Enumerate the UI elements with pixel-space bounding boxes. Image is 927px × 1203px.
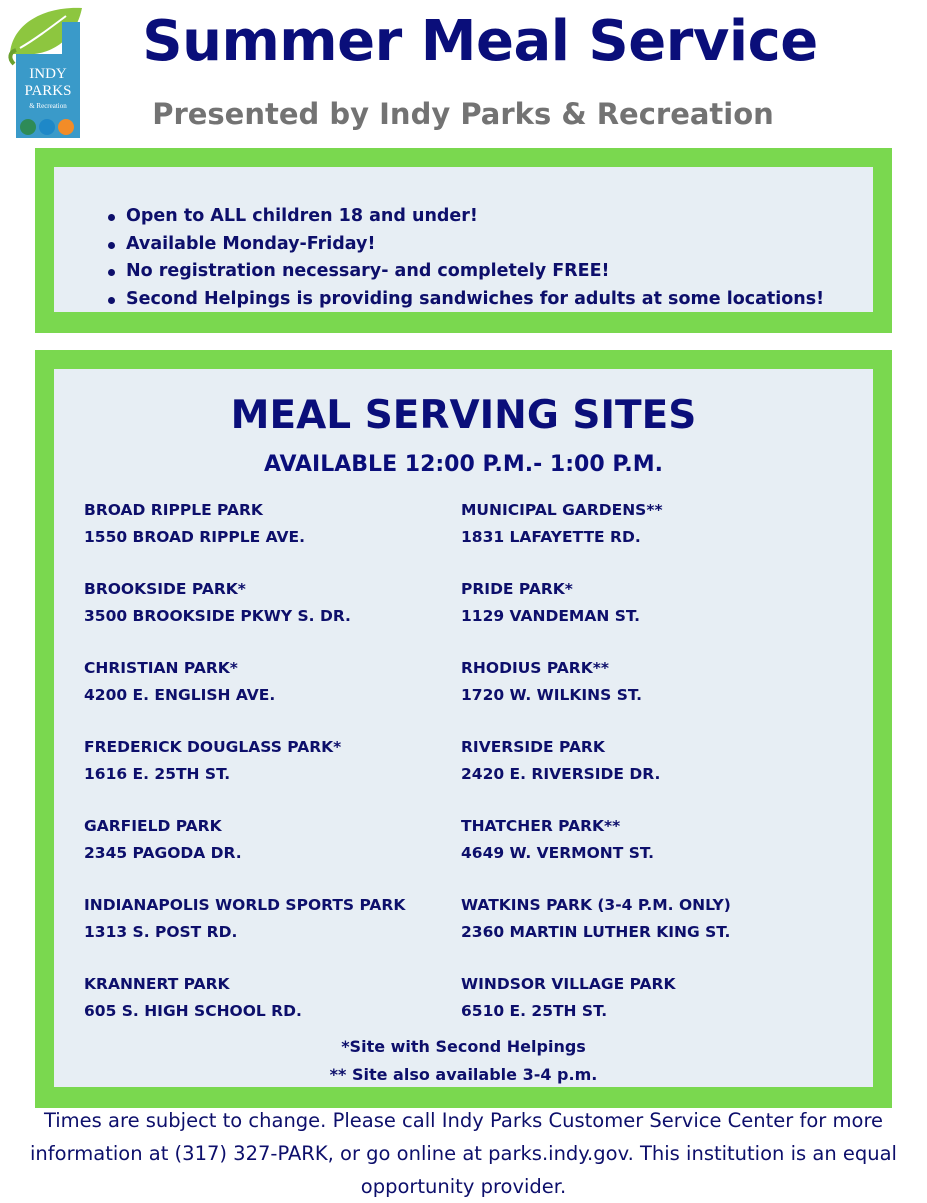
site-address: 2360 MARTIN LUTHER KING ST.	[461, 922, 731, 941]
site-name: KRANNERT PARK	[84, 975, 230, 993]
site-name: MUNICIPAL GARDENS**	[461, 501, 663, 519]
site-name: RIVERSIDE PARK	[461, 738, 605, 756]
site-name: BROAD RIPPLE PARK	[84, 501, 263, 519]
site-name: FREDERICK DOUGLASS PARK*	[84, 738, 342, 756]
site-entry	[84, 497, 405, 576]
site-entry	[461, 813, 731, 892]
indy-parks-logo	[4, 2, 84, 142]
footnote-extra-hours: ** Site also available 3-4 p.m.	[329, 1065, 598, 1084]
info-box	[35, 148, 892, 333]
site-address: 1831 LAFAYETTE RD.	[461, 527, 641, 546]
svg-text:& Recreation: & Recreation	[29, 102, 67, 110]
info-bullet: No registration necessary- and completely FREE!	[106, 258, 824, 286]
sites-panel	[54, 369, 873, 1087]
page-title: Summer Meal Service	[142, 9, 818, 74]
footnote-second-helpings: *Site with Second Helpings	[341, 1037, 586, 1056]
site-name: WATKINS PARK (3-4 P.M. ONLY)	[461, 896, 731, 914]
site-entry	[84, 655, 405, 734]
site-address: 605 S. HIGH SCHOOL RD.	[84, 1001, 302, 1020]
info-bullet: Second Helpings is providing sandwiches for adults at some locations!	[106, 286, 824, 314]
site-address: 1313 S. POST RD.	[84, 922, 238, 941]
site-name: INDIANAPOLIS WORLD SPORTS PARK	[84, 896, 406, 914]
site-name: WINDSOR VILLAGE PARK	[461, 975, 676, 993]
site-address: 2345 PAGODA DR.	[84, 843, 242, 862]
site-address: 3500 BROOKSIDE PKWY S. DR.	[84, 606, 351, 625]
site-entry	[461, 576, 731, 655]
site-entry	[461, 655, 731, 734]
site-name: CHRISTIAN PARK*	[84, 659, 238, 677]
sites-column-left	[84, 497, 405, 1050]
site-entry	[461, 892, 731, 971]
sites-heading: MEAL SERVING SITES	[230, 393, 697, 438]
site-address: 6510 E. 25TH ST.	[461, 1001, 608, 1020]
site-name: BROOKSIDE PARK*	[84, 580, 246, 598]
site-address: 2420 E. RIVERSIDE DR.	[461, 764, 661, 783]
info-bullet-list	[106, 203, 824, 313]
site-entry	[461, 734, 731, 813]
sites-box	[35, 350, 892, 1108]
svg-text:PARKS: PARKS	[24, 83, 72, 99]
site-name: PRIDE PARK*	[461, 580, 573, 598]
info-panel	[54, 167, 873, 312]
site-entry	[84, 576, 405, 655]
site-address: 1129 VANDEMAN ST.	[461, 606, 640, 625]
site-entry	[84, 734, 405, 813]
site-entry	[84, 892, 405, 971]
sites-hours: AVAILABLE 12:00 P.M.- 1:00 P.M.	[263, 452, 664, 477]
site-address: 1616 E. 25TH ST.	[84, 764, 231, 783]
site-address: 1550 BROAD RIPPLE AVE.	[84, 527, 306, 546]
info-bullet: Open to ALL children 18 and under!	[106, 203, 824, 231]
svg-text:INDY: INDY	[29, 66, 67, 82]
site-name: GARFIELD PARK	[84, 817, 222, 835]
site-address: 4649 W. VERMONT ST.	[461, 843, 654, 862]
info-bullet: Available Monday-Friday!	[106, 231, 824, 259]
page-subtitle: Presented by Indy Parks & Recreation	[152, 97, 774, 131]
site-entry	[84, 813, 405, 892]
site-entry	[461, 497, 731, 576]
site-address: 4200 E. ENGLISH AVE.	[84, 685, 276, 704]
footer-disclaimer: Times are subject to change. Please call Indy Parks Customer Service Center for more information at (317) 327-PARK, or go online at parks.indy.gov. This institution is an equal opportunity provider.	[30, 1109, 897, 1198]
sites-column-right	[461, 497, 731, 1050]
site-name: RHODIUS PARK**	[461, 659, 609, 677]
site-address: 1720 W. WILKINS ST.	[461, 685, 642, 704]
site-name: THATCHER PARK**	[461, 817, 621, 835]
